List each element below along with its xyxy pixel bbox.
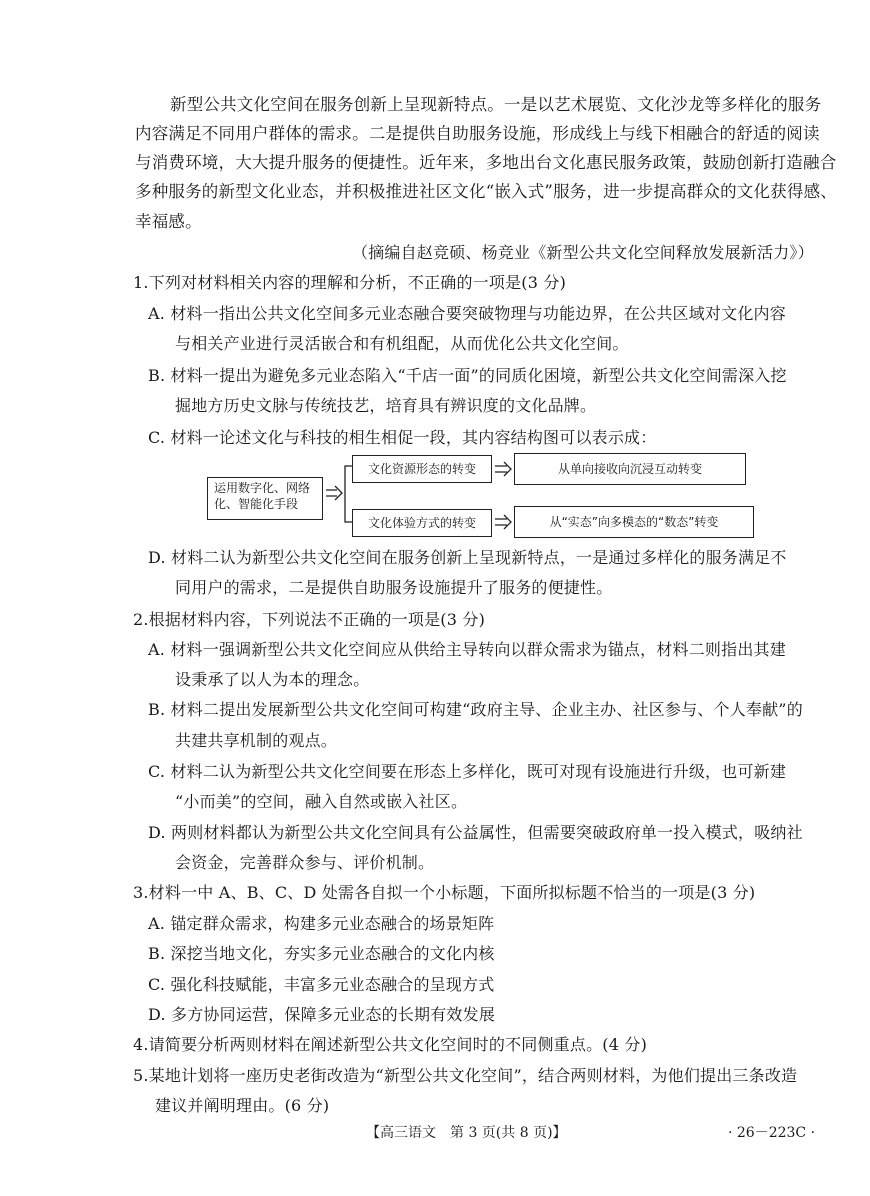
page-footer: 【高三语文 第 3 页(共 8 页)】 — [366, 1125, 567, 1141]
passage-line: 与消费环境，大大提升服务的便捷性。近年来，多地出台文化惠民服务政策，鼓励创新打造融合 — [135, 153, 837, 172]
diagram-root-box — [207, 477, 323, 520]
diagram-bottom-mid-box — [352, 509, 492, 537]
diagram-bottom-right-label: 从“实态”向多模态的“数态”转变 — [549, 515, 719, 529]
q1-option-c: C. 材料一论述文化与科技的相生相促一段，其内容结构图可以表示成： — [148, 428, 657, 447]
q3-option-b: B. 深挖当地文化，夯实多元业态融合的文化内核 — [148, 944, 495, 963]
q3-option-a: A. 锚定群众需求，构建多元业态融合的场景矩阵 — [148, 914, 495, 933]
q2-option-d-cont: 会资金，完善群众参与、评价机制。 — [175, 853, 435, 872]
diagram-bottom-right-box — [514, 506, 754, 538]
diagram-bottom-mid-label: 文化体验方式的转变 — [367, 516, 476, 530]
question-4-stem: 4.请简要分析两则材料在阐述新型公共文化空间时的不同侧重点。(4 分) — [133, 1035, 648, 1054]
q2-option-c-cont: “小而美”的空间，融入自然或嵌入社区。 — [175, 792, 468, 811]
q2-option-c: C. 材料二认为新型公共文化空间要在形态上多样化，既可对现有设施进行升级，也可新建 — [148, 762, 787, 781]
passage-source: （摘编自赵竞硕、杨竞业《新型公共文化空间释放发展新活力》） — [352, 243, 814, 262]
q1-option-d: D. 材料二认为新型公共文化空间在服务创新上呈现新特点，一是通过多样化的服务满足不 — [148, 548, 787, 567]
double-arrow-icon — [326, 486, 342, 500]
q3-option-c: C. 强化科技赋能，丰富多元业态融合的呈现方式 — [148, 975, 495, 994]
diagram-top-mid-label: 文化资源形态的转变 — [367, 462, 476, 476]
passage-line: 多种服务的新型文化业态，并积极推进社区文化“嵌入式”服务，进一步提高群众的文化获得感、 — [135, 182, 837, 201]
q1-option-a: A. 材料一指出公共文化空间多元业态融合要突破物理与功能边界，在公共区域对文化内容 — [148, 304, 786, 323]
diagram-top-right-box — [514, 453, 746, 485]
q1-option-a-cont: 与相关产业进行灵活嵌合和有机组配，从而优化公共文化空间。 — [175, 334, 629, 353]
diagram-root-line: 化、智能化手段 — [214, 497, 299, 511]
diagram-top-right-label: 从单向接收向沉浸互动转变 — [557, 462, 702, 476]
double-arrow-icon — [495, 462, 511, 476]
diagram-root-line: 运用数字化、网络 — [214, 481, 311, 495]
question-2-stem: 2.根据材料内容，下列说法不正确的一项是(3 分) — [133, 610, 486, 629]
question-1-stem: 1.下列对材料相关内容的理解和分析，不正确的一项是(3 分) — [133, 273, 567, 292]
q2-option-b-cont: 共建共享机制的观点。 — [175, 731, 338, 750]
passage-line: 内容满足不同用户群体的需求。二是提供自助服务设施，形成线上与线下相融合的舒适的阅读 — [135, 124, 820, 143]
q1-option-b: B. 材料一提出为避免多元业态陷入“千店一面”的同质化困境，新型公共文化空间需深入挖 — [148, 366, 787, 385]
double-arrow-icon — [495, 515, 511, 529]
q3-option-d: D. 多方协同运营，保障多元业态的长期有效发展 — [148, 1005, 496, 1024]
q2-option-a: A. 材料一强调新型公共文化空间应从供给主导转向以群众需求为锚点，材料二则指出其建 — [148, 640, 786, 659]
passage-line: 新型公共文化空间在服务创新上呈现新特点。一是以艺术展览、文化沙龙等多样化的服务 — [170, 95, 822, 114]
q1-option-b-cont: 掘地方历史文脉与传统技艺，培育具有辨识度的文化品牌。 — [175, 396, 597, 415]
passage-line: 幸福感。 — [135, 212, 202, 231]
question-3-stem: 3.材料一中 A、B、C、D 处需各自拟一个小标题，下面所拟标题不恰当的一项是(3 分) — [133, 883, 756, 902]
q2-option-a-cont: 设秉承了以人为本的理念。 — [175, 670, 370, 689]
q2-option-d: D. 两则材料都认为新型公共文化空间具有公益属性，但需要突破政府单一投入模式，吸纳社 — [148, 823, 803, 842]
q1-option-d-cont: 同用户的需求，二是提供自助服务设施提升了服务的便捷性。 — [175, 578, 613, 597]
q2-option-b: B. 材料二提出发展新型公共文化空间可构建“政府主导、企业主办、社区参与、个人奉献”的 — [148, 700, 803, 719]
question-5-stem: 5.某地计划将一座历史老街改造为“新型公共文化空间”，结合两则材料，为他们提出三条改造 — [133, 1066, 798, 1085]
exam-code: · 26－223C · — [728, 1125, 816, 1141]
diagram-top-mid-box — [352, 455, 492, 483]
question-5-stem-cont: 建议并阐明理由。(6 分) — [155, 1096, 330, 1115]
